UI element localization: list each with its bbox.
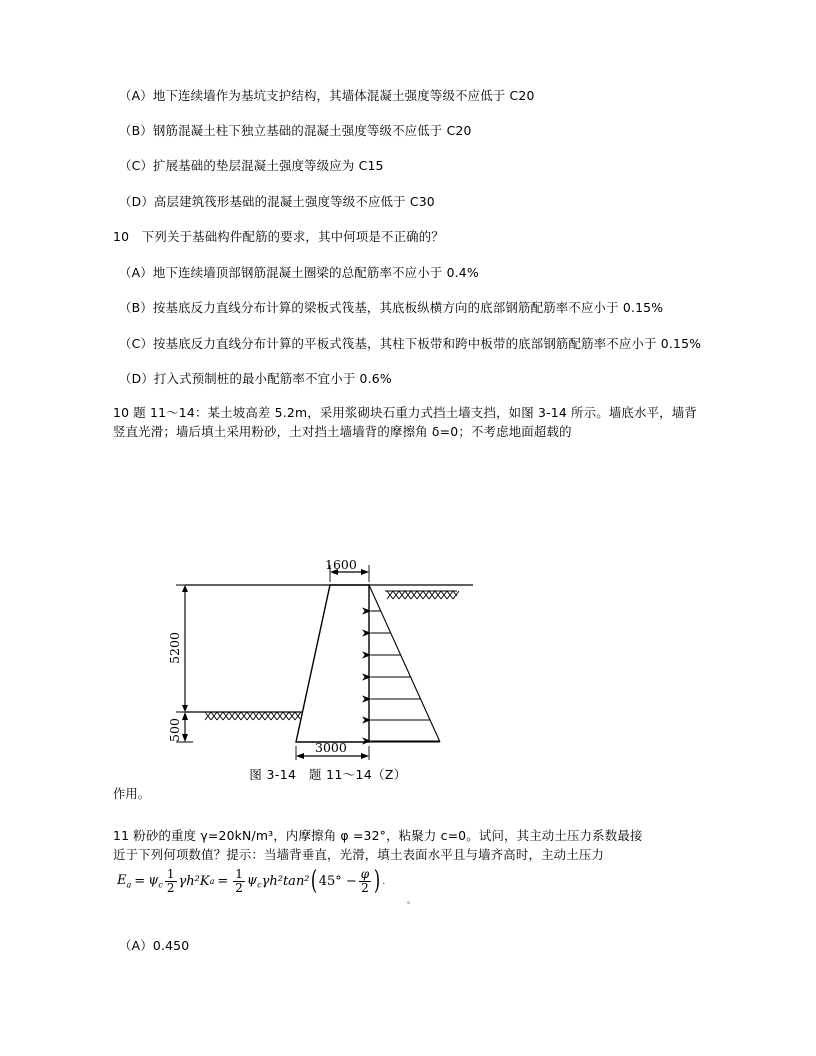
active-earth-pressure-formula	[117, 868, 709, 912]
retaining-wall-body	[296, 585, 369, 742]
q11-line1	[113, 826, 709, 845]
figure-caption-row	[113, 764, 543, 783]
q10-stem: 10 下列关于基础构件配筋的要求，其中何项是不正确的？	[113, 228, 444, 244]
soil-hatch-top	[385, 591, 459, 599]
q9-option-d: （D）高层建筑筏形基础的混凝土强度等级不应低于 C30	[119, 193, 435, 209]
q10-option-d: （D）打入式预制桩的最小配筋率不宜小于 0.6%	[119, 370, 392, 386]
main-text-column	[113, 86, 709, 457]
figure-caption: 图 3-14 题 11～14（Z）	[249, 767, 407, 782]
figure-3-14	[113, 560, 709, 800]
formula-expression: $E_a$ = $\psi_c$ $\frac{1}{2}$ γh²K a = $\frac{1}{2}$ $\psi_c$ γh²tan² ( 45° − $\frac{\varphi}{2}$ ) .	[117, 866, 386, 897]
q10-option-c: （C）按基底反力直线分布计算的平板式筏基，其柱下板带和跨中板带的底部钢筋配筋率不应小于 0.15%	[119, 335, 702, 351]
q10-option-a: （A）地下连续墙顶部钢筋混凝土圈梁的总配筋率不应小于 0.4%	[119, 265, 479, 281]
q11-14-group-stem: 10 题 11～14：某土坡高差 5.2m，采用浆砌块石重力式挡土墙支挡，如图 3-14 所示。墙底水平，墙背竖直光滑；墙后填土采用粉砂，土对挡土墙墙背的摩擦角 δ=0；不考虑地面超载的	[113, 404, 697, 440]
q11-line1-text: 11 粉砂的重度 γ=20kN/m³，内摩擦角 φ =32°，粘聚力 c=0。试问，其主动土压力系数最接	[113, 828, 643, 843]
retaining-wall-diagram	[113, 560, 709, 760]
q9-option-b: （B）钢筋混凝土柱下独立基础的混凝土强度等级不应低于 C20	[119, 123, 472, 139]
q11-line2-text: 近于下列何项数值？提示：当墙背垂直，光滑，填土表面水平且与墙齐高时，主动土压力	[113, 847, 605, 863]
q9-option-a: （A）地下连续墙作为基坑支护结构，其墙体混凝土强度等级不应低于 C20	[119, 88, 535, 103]
q11-option-a: （A）0.450	[119, 938, 190, 954]
q11-line2	[113, 845, 709, 864]
label-500: 500	[167, 718, 182, 742]
earth-pressure-diagram	[369, 585, 440, 742]
label-5200: 5200	[167, 632, 182, 664]
label-3000: 3000	[315, 740, 347, 755]
soil-hatch-bottom	[205, 712, 301, 720]
label-1600: 1600	[325, 560, 357, 572]
question-11-block	[113, 826, 709, 972]
group-stem-continued: 作用。	[113, 786, 151, 801]
stray-period: 。	[407, 896, 417, 907]
pressure-arrow	[371, 611, 440, 741]
q10-option-b: （B）按基底反力直线分布计算的梁板式筏基，其底板纵横方向的底部钢筋配筋率不应小于 0.15%	[119, 300, 664, 316]
q9-option-c: （C）扩展基础的垫层混凝土强度等级应为 C15	[119, 158, 384, 174]
